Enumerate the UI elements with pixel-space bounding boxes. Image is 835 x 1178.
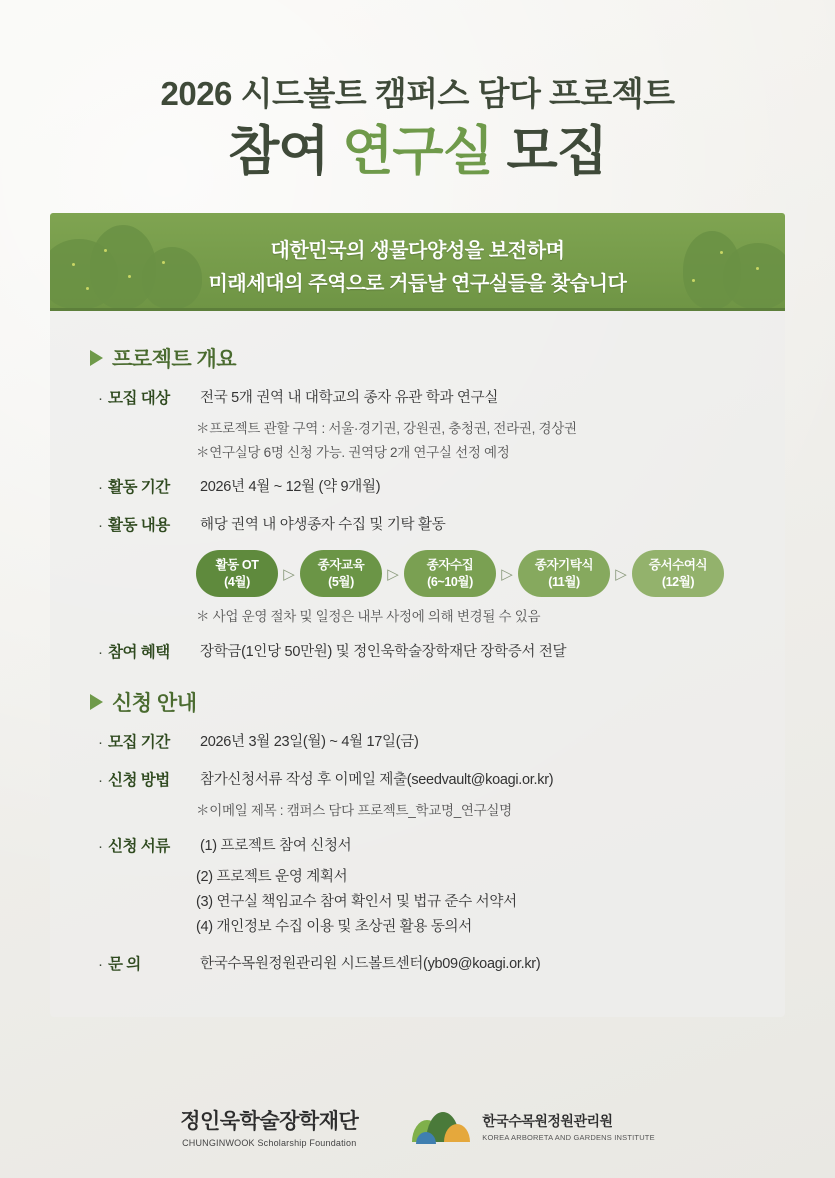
note-line: ＊ 사업 운영 절차 및 일정은 내부 사정에 의해 변경될 수 있음 (196, 609, 541, 625)
green-banner (50, 213, 785, 308)
flow-step-period: (11월) (548, 574, 580, 589)
flow-step-name: 증서수여식 (648, 557, 708, 572)
section-heading-overview (90, 343, 757, 373)
title-line-2 (0, 122, 835, 181)
flow-step-period: (12월) (661, 574, 695, 589)
triangle-icon (90, 350, 103, 366)
row-benefit (98, 641, 757, 665)
row-value: 해당 권역 내 야생종자 수집 및 기탁 활동 (200, 517, 446, 534)
arboretum-mark-icon (410, 1108, 472, 1146)
logo-right-en: KOREA ARBORETA AND GARDENS INSTITUTE (482, 1133, 655, 1142)
logo-left-en: CHUNGINWOOK Scholarship Foundation (182, 1138, 357, 1148)
footer-logos (0, 1105, 835, 1148)
logo-koagi (410, 1108, 655, 1146)
flow-step (632, 550, 724, 597)
flow-step-period: (4월) (224, 574, 250, 589)
banner-text (50, 235, 785, 301)
arrow-icon: ▷ (387, 565, 399, 583)
note-line: ＊연구실당 6명 신청 가능. 권역당 2개 연구실 선정 예정 (196, 444, 510, 460)
document-line: (3) 연구실 책임교수 참여 확인서 및 법규 준수 서약서 (196, 893, 517, 910)
bullet-icon: · (98, 955, 103, 973)
bullet-icon: · (98, 771, 103, 789)
title-part-c: 모집 (492, 121, 607, 181)
note-line: ＊이메일 제목 : 캠퍼스 담다 프로젝트_학교명_연구실명 (196, 802, 512, 818)
row-value: 장학금(1인당 50만원) 및 정인욱학술장학재단 장학증서 전달 (200, 643, 567, 660)
logo-right-kr: 한국수목원정원관리원 (482, 1113, 613, 1129)
flow-step (300, 550, 382, 597)
row-label: 참여 혜택 (108, 643, 170, 661)
bullet-icon: · (98, 837, 103, 855)
content-card (50, 311, 785, 1017)
row-recruit-target (98, 387, 757, 411)
flow-step (196, 550, 278, 597)
bullet-icon: · (98, 479, 103, 497)
arrow-icon: ▷ (501, 565, 513, 583)
row-value: 2026년 4월 ~ 12월 (약 9개월) (200, 479, 381, 496)
triangle-icon (90, 694, 103, 710)
logo-left-kr: 정인욱학술장학재단 (180, 1110, 359, 1133)
flow-step-period: (5월) (328, 574, 354, 589)
title-line-1: 2026 시드볼트 캠퍼스 담다 프로젝트 (160, 75, 675, 112)
logo-chunginwook (180, 1105, 358, 1148)
row-label: 신청 방법 (108, 771, 170, 789)
bullet-icon: · (98, 517, 103, 535)
document-line: (2) 프로젝트 운영 계획서 (196, 868, 348, 885)
row-label: 활동 기간 (108, 479, 170, 497)
flow-step-name: 종자기탁식 (534, 557, 594, 572)
section-heading-label: 프로젝트 개요 (112, 347, 237, 371)
row-value: (1) 프로젝트 참여 신청서 (200, 837, 352, 854)
row-label: 신청 서류 (108, 837, 170, 855)
row-application-period (98, 731, 757, 755)
section-heading-application (90, 687, 757, 717)
poster-title-block (0, 0, 835, 181)
document-line: (4) 개인정보 수집 이용 및 초상권 활용 동의서 (196, 919, 472, 936)
arrow-icon: ▷ (283, 565, 295, 583)
row-value: 참가신청서류 작성 후 이메일 제출(seedvault@koagi.or.kr) (200, 771, 554, 788)
row-label: 모집 대상 (108, 389, 170, 407)
bullet-icon: · (98, 389, 103, 407)
note-line: ＊프로젝트 관할 구역 : 서울·경기권, 강원권, 충청권, 전라권, 경상권 (196, 420, 577, 436)
flow-step (518, 550, 610, 597)
banner-line-1: 대한민국의 생물다양성을 보전하며 (270, 239, 565, 262)
activity-flow (196, 550, 757, 597)
arrow-icon: ▷ (615, 565, 627, 583)
flow-step-name: 활동 OT (215, 557, 259, 572)
row-value: 2026년 3월 23일(월) ~ 4월 17일(금) (200, 733, 419, 750)
flow-step-period: (6~10월) (427, 574, 473, 589)
row-label: 모집 기간 (108, 733, 170, 751)
logo-right-text (482, 1111, 655, 1142)
row-application-documents (98, 835, 757, 859)
bullet-icon: · (98, 733, 103, 751)
row-label: 문 의 (108, 955, 141, 973)
bullet-icon: · (98, 643, 103, 661)
row-value: 전국 5개 권역 내 대학교의 종자 유관 학과 연구실 (200, 389, 499, 406)
flow-step-name: 종자수집 (426, 557, 474, 572)
row-activity-period (98, 476, 757, 500)
row-contact (98, 953, 757, 977)
title-part-highlight: 연구실 (342, 121, 493, 181)
row-label: 활동 내용 (108, 517, 170, 535)
flow-step-name: 종자교육 (317, 557, 365, 572)
row-activity-content (98, 514, 757, 538)
row-application-method (98, 769, 757, 793)
section-heading-label: 신청 안내 (112, 691, 197, 715)
banner-line-2: 미래세대의 주역으로 거듭날 연구실들을 찾습니다 (208, 272, 627, 295)
row-value: 한국수목원정원관리원 시드볼트센터(yb09@koagi.or.kr) (200, 955, 541, 972)
flow-step (404, 550, 496, 597)
title-part-a: 참여 (228, 121, 343, 181)
